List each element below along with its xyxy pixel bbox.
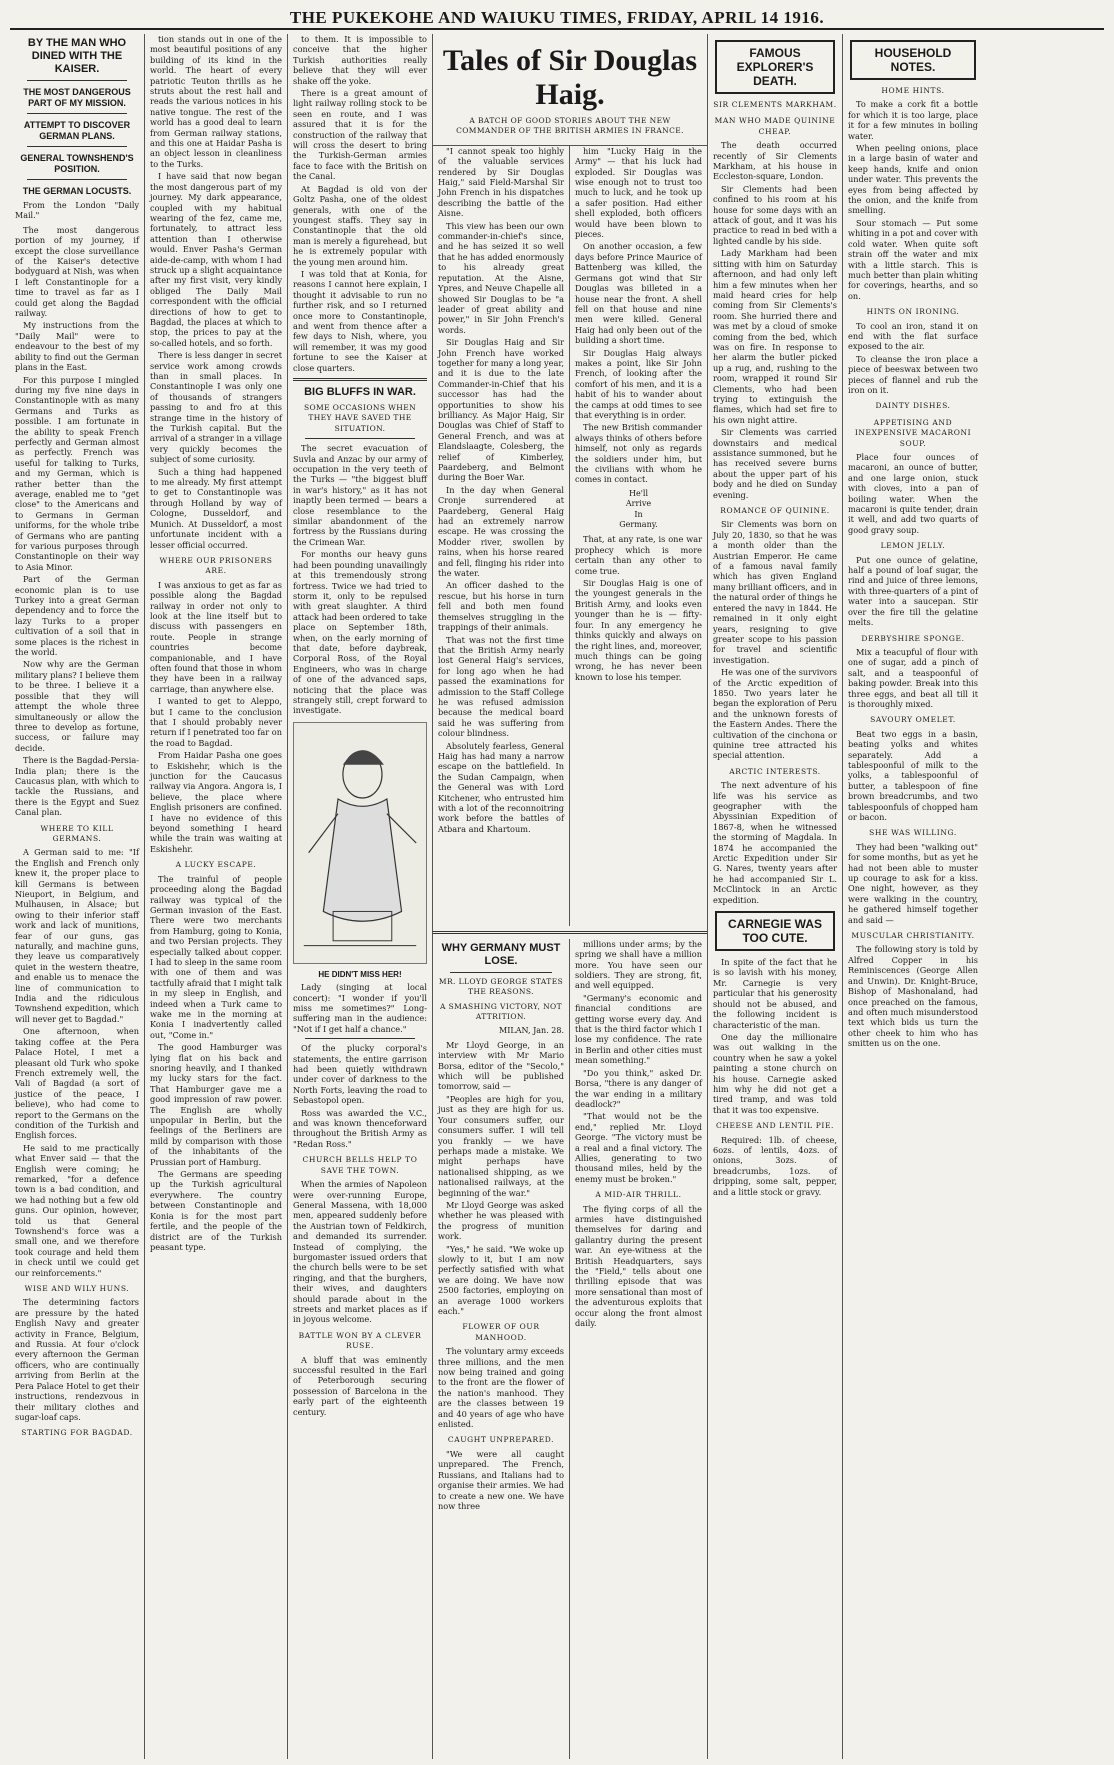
subhead: GENERAL TOWNSHEND'S POSITION. (20, 153, 134, 174)
paragraph: The trainful of people proceeding along the Bagdad railway was typical of the German invasion of the East. There were two merchants from Hamburg, going to Konia, and two Persian projects. They especially talked about copper. I had to sleep in the same room with one of them and was tactfully afraid that I might talk in my sleep in English, and indeed when a Turk came to wake me in the morning at Konia I inadvertently called out, "Come in." (150, 873, 282, 1040)
paragraph: The new British commander always thinks of others before himself, not only as regards the soldiers under him, but the civilians with whom he comes in contact. (575, 422, 702, 485)
paragraph: A German said to me: "If the English and French only knew it, the proper place to kill Germans is between Nieuport, in Belgium, and Mulhausen, in Alsace; but owing to their inferior staff work and lack of munitions, fear of our guns, gas naturally, and machine guns, they leave us comparatively quiet in the western theatre, and enable us to menace the line of communication to India and the ridiculous Townshend expedition, which will never get to Bagdad." (15, 847, 139, 1024)
paragraph: At Bagdad is old von der Goltz Pasha, one of the oldest generals, with one of the youngest staffs. They say in Constantinople that the old man is merely a figurehead, but he is extremely popular with the young men around him. (293, 183, 427, 267)
divider (305, 1038, 415, 1039)
paragraph: Put one ounce of gelatine, half a pound of loaf sugar, the rind and juice of three lemons, with three-quarters of a pint of water into a saucepan. Stir over the fire till the gelatine melts. (848, 554, 978, 628)
column-2 (145, 34, 288, 1759)
headline-germany-lose: WHY GERMANY MUST LOSE. (441, 941, 561, 967)
section-heading: SIR CLEMENTS MARKHAM. (713, 100, 837, 109)
boxed-headline (715, 40, 835, 94)
paragraph: Sir Douglas Haig always makes a point, like Sir John French, of looking after the comfort of his men, and it is a habit of his to wander about the camps at odd times to see that everything is in order. (575, 347, 702, 420)
paragraph: In the day when General Cronje surrendered at Paardeberg, General Haig had an extremely narrow escape. He was crossing the Modder river, swollen by rains, when his horse reared and fell, flinging his rider into the water. (438, 484, 564, 579)
tales-deck: A BATCH OF GOOD STORIES ABOUT THE NEW COMMANDER OF THE BRITISH ARMIES IN FRANCE. (456, 116, 684, 136)
paragraph: Beat two eggs in a basin, beating yolks and whites separately. Add a tablespoonful of milk to the yolks, a tablespoonful of butter, a tablespoon of fine brown breadcrumbs, and two tablespoonfuls of chopped ham or bacon. (848, 728, 978, 822)
section-heading: ROMANCE OF QUININE. (720, 506, 830, 516)
tales-left (433, 146, 570, 926)
paragraph: To make a cork fit a bottle for which it is too large, place it for a few minutes in boiling water. (848, 99, 978, 141)
paragraph: The determining factors are pressure by the hated English Navy and greater activity in France, Belgium, and Russia. At four o'clock every afternoon the German officers, who are continually arriving from Berlin at the Pera Palace Hotel to get their instructions, rendezvous in their military clothes and sugar-loaf caps. (15, 1297, 139, 1422)
paragraph: Such a thing had happened to me already. My first attempt to get to Constantinople was through Holland by way of Cologne, Dusseldorf, and Munich. At Dusseldorf, a most unfortunate incident with a lesser official occurred. (150, 466, 282, 550)
paragraph: Place four ounces of macaroni, an ounce of butter, and one large onion, stuck with cloves, into a pan of boiling water. When the macaroni is quite tender, drain it well, and add two quarts of good gravy soup. (848, 452, 978, 535)
paragraph: To cool an iron, stand it on end with the flat surface exposed to the air. (848, 320, 978, 352)
paragraph: "We were all caught unprepared. The French, Russians, and Italians had to organise their armies. We had to create a new one. We have now three (438, 1448, 564, 1511)
section-heading: MUSCULAR CHRISTIANITY. (851, 931, 975, 941)
paragraph: I was told that at Konia, for reasons I cannot here explain, I thought it advisable to run no further risk, and so I returned once more to Constantinople, and went from thence after a few days to Nish, where, you will remember, it was my good fortune to see the Kaiser at close quarters. (293, 268, 427, 373)
column-6 (708, 34, 843, 1759)
paragraph: Sir Clements was born on July 20, 1830, so that he was a month older than the Austrian Emperor. He came of a famous naval family which has given England many brilliant officers, and in the natural order of things he entered the navy in 1844. He remained in it only eight years, resigning to give greater scope to his passion for travel and scientific investigation. (713, 519, 837, 665)
paragraph: The following story is told by Alfred Copper in his Reminiscences (George Allen and Unwin). Dr. Knight-Bruce, Bishop of Mashonaland, had once preached on the famous, and often much misunderstood text which bids us turn the other cheek to him who has smitten us on the one. (848, 944, 978, 1049)
cartoon-caption: HE DIDN'T MISS HER! (318, 969, 402, 979)
section-heading: CHURCH BELLS HELP TO SAVE THE TOWN. (302, 1155, 418, 1175)
paragraph: The good Hamburger was lying flat on his back and snoring heavily, and I thanked my lucky stars for the fact. That Hamburger gave me a good impression of raw power. The English are wholly unpopular in Berlin, but the feelings of the Berliners are mild by comparison with those of the inhabitants of the Prussian port of Hamburg. (150, 1042, 282, 1167)
paragraph: Mix a teacupful of flour with one of sugar, add a pinch of salt, and a teaspoonful of baking powder. Break into this three eggs, and beat all till it is thoroughly mixed. (848, 646, 978, 709)
cartoon-illustration (293, 722, 427, 964)
paragraph: Lady Markham had been sitting with him on Saturday afternoon, and had only left him a few minutes when her maid heard cries for help coming from Sir Clements's room. She hurried there and was met by a cloud of smoke coming from the bed, which was on fire. In response to her alarm the butler picked up a rug, and, rushing to the room, wrapped it round Sir Clements, who had been trying to extinguish the flames, which had set fire to his own night attire. (713, 248, 837, 425)
paragraph: A bluff that was eminently successful resulted in the Earl of Peterborough securing possession of Barcelona in the early part of the eighteenth century. (293, 1354, 427, 1417)
divider (27, 80, 127, 81)
paragraph: Sir Douglas Haig is one of the youngest generals in the British Army, and looks even younger than he is — fifty-four. In any emergency he thinks quickly and always on the right lines, and, moreover, much things can be going wrong, he has never been known to lose his temper. (575, 578, 702, 682)
tales-body (433, 146, 707, 926)
paragraph: "Do you think," asked Dr. Borsa, "there is any danger of the war ending in a military deadlock?" (575, 1067, 702, 1109)
germany-lose-right (570, 939, 707, 1759)
divider (433, 931, 707, 934)
paragraph: The most dangerous portion of my journey, if except the close surveillance of the Kaiser's detective bodyguard at Nish, was when I left Constantinople for a time to travel as far as I could get along the Bagdad railway. (15, 224, 139, 319)
paragraph: Absolutely fearless, General Haig has had many a narrow escape on the battlefield. In the Sudan Campaign, when the General was with Lord Kitchener, who entrusted him with a lot of the reconnoitring work before the battles of Atbara and Khartoum. (438, 740, 564, 834)
section-heading: DAINTY DISHES. (875, 401, 951, 411)
paragraph: Sour stomach — Put some whiting in a pot and cover with cold water. When quite soft strain off the water and mix with a little starch. This is much better than plain whiting for coverings, hearths, and so on. (848, 217, 978, 301)
divider (293, 378, 427, 381)
tales-title: Tales of Sir Douglas Haig. (442, 44, 698, 111)
paragraph: tion stands out in one of the most beautiful positions of any building of its kind in the world. The heart of every patriotic Teuton thrills as he struts about the rest hall and reads the various notices in his native tongue. The rest of the world has a good deal to learn from German railway stations, and this one at Haidar Pasha is an object lesson in cleanliness to the Turks. (150, 34, 282, 169)
paragraph: That was not the first time that the British Army nearly lost General Haig's services, for long ago when he had passed the examinations for admission to the Staff College he was refused admission because the medical board said he was suffering from colour blindness. (438, 634, 564, 739)
paragraph: An officer dashed to the rescue, but his horse in turn fell and both men found themselves struggling in the trappings of their animals. (438, 580, 564, 633)
paragraph: The next adventure of his life was his service as geographer with the Abyssinian Expedition of 1867-8, when he witnessed the storming of Magdala. In 1874 he accompanied the Arctic Expedition under Sir G. Nares, twenty years after he had accompanied Sir L. McClintock in an Arctic expedition. (713, 780, 837, 905)
subhead: THE GERMAN LOCUSTS. (22, 186, 132, 196)
section-heading: STARTING FOR BAGDAD. (21, 1428, 133, 1438)
paragraph: From Haidar Pasha one goes to Eskishehr, which is the junction for the Caucasus railway via Angora. Angora is, I believe, the place where English prisoners are confined. I have no evidence of this beyond something I heard while the train was waiting at Eskishehr. (150, 750, 282, 854)
paragraph: Sir Clements had been confined to his room at his house for some days with an attack of gout, and it was his practice to read in bed with a lighted candle by his side. (713, 183, 837, 246)
paragraph: This view has been our own commander-in-chief's since, and he has seized it so well that he has added enormously to his already great reputation. At the Aisne, Ypres, and Neuve Chapelle all showed Sir Douglas to be "a leader of great ability and power," in Sir John French's words. (438, 220, 564, 335)
divider (27, 113, 127, 114)
deck: A SMASHING VICTORY, NOT ATTRITION. (440, 1001, 562, 1022)
paragraph: Sir Douglas Haig and Sir John French have worked together for many a long year, and it is due to the late Commander-in-Chief that his successor has had the opportunities to show his brilliancy. As Major Haig, Sir Douglas was Chief of Staff to General French, and was at Elandslaagte, Colesberg, the relief of Kimberley, Paardeberg, and Belmont during the Boer War. (438, 337, 564, 483)
section-heading: WHERE TO KILL GERMANS. (40, 823, 114, 843)
section-heading: CAUGHT UNPREPARED. (447, 1435, 555, 1445)
divider (450, 972, 552, 973)
column-7 (843, 34, 983, 1759)
germany-lose-body (433, 939, 707, 1759)
paragraph: The voluntary army exceeds three millions, and the men now being trained and going to the front are the flower of the nation's manhood. They are the classes between 19 and 40 years of age who have enlisted. (438, 1346, 564, 1430)
paragraph: "Peoples are high for you, just as they are high for us. Your consumers suffer, our consumers suffer. I will tell you frankly — we have perhaps made a mistake. We might perhaps have nationalised shipping, as we nationalised railways, at the beginning of the war." (438, 1093, 564, 1198)
column-3 (288, 34, 433, 1759)
paragraph: One day the millionaire was out walking in the country when he saw a yokel painting a stone church on his house. Carnegie asked him why he did not get a tired tramp, and was told that it was too expensive. (713, 1031, 837, 1115)
divider (305, 438, 415, 439)
paragraph: to them. It is impossible to conceive that the higher Turkish authorities really believe that they will ever shake off the yoke. (293, 34, 427, 86)
paragraph: There is less danger in secret service work among crowds than in small places. In Constantinople I was only one of thousands of strangers passing to and fro at this strange time in the history of the Turkish capital. But the arrival of a stranger in a village very quickly becomes the subject of some curiosity. (150, 350, 282, 465)
section-heading: DERBYSHIRE SPONGE. (861, 633, 965, 643)
boxed-headline (850, 40, 976, 80)
section-heading: FLOWER OF OUR MANHOOD. (462, 1322, 540, 1342)
paragraph: The flying corps of all the armies have distinguished themselves for daring and gallantry during the present war. An eye-witness at the British Headquarters, says the "Field," tells about one thrilling episode that was more sensational than most of the adventurous exploits that occur along the front almost daily. (575, 1203, 702, 1329)
section-heading: A LUCKY ESCAPE. (175, 860, 257, 870)
paragraph: I have said that now began the most dangerous part of my journey. My dark appearance, coupled with my habitual wearing of the fez, came me, fortunately, to attract less attention than I otherwise would. Enver Pasha's German aide-de-camp, with whom I had struck up a slight acquaintance after my first visit, very kindly obliged The Daily Mail correspondent with the official directions of how to get to Bagdad, the places at which to stop, the prices to pay at the so-called hotels, and so forth. (150, 171, 282, 348)
column-4-5 (433, 34, 708, 1759)
divider (27, 146, 127, 147)
masthead-title: THE PUKEKOHE AND WAIUKU TIMES, FRIDAY, APRIL 14 1916. (289, 8, 825, 27)
paragraph: Required: 1lb. of cheese, 6ozs. of lentils, 4ozs. of onions, 3ozs. of breadcrumbs, 1ozs. of dripping, some salt, pepper, and a little stock or gravy. (713, 1134, 837, 1197)
headline-household-notes: HOUSEHOLD NOTES. (874, 46, 952, 74)
deck: MR. LLOYD GEORGE STATES THE REASONS. (438, 976, 564, 997)
section-heading: CHEESE AND LENTIL PIE. (715, 1121, 835, 1131)
paragraph: In spite of the fact that he is so lavish with his money, Mr. Carnegie is very particular that his generosity should not be abused, and the following incident is characteristic of the man. (713, 957, 837, 1030)
paragraph: Mr Lloyd George, in an interview with Mr Mario Borsa, editor of the "Secolo," which will be published tomorrow, said — (438, 1039, 564, 1092)
paragraph: That, at any rate, is one war prophecy which is more certain than any other to come true. (575, 534, 702, 576)
section-heading: WHERE OUR PRISONERS ARE. (159, 555, 273, 576)
poem-line: Germany. (619, 520, 658, 530)
tales-header (433, 44, 707, 146)
paragraph: One afternoon, when taking coffee at the Pera Palace Hotel, I met a pleasant old Turk who spoke French extremely well, the Vali of Bagdad (a sort of justice of the peace, I believe), who had come to report to the Germans on the condition of the Turkish and English forces. (15, 1026, 139, 1141)
paragraph: "Yes," he said. "We woke up slowly to it, but I am now perfectly satisfied with what we are doing. We have now 2500 factories, employing on an average 1000 workers each." (438, 1243, 564, 1316)
paragraph: Mr Lloyd George was asked whether he was pleased with the progress of munition work. (438, 1199, 564, 1242)
subhead: THE MOST DANGEROUS PART OF MY MISSION. (23, 87, 131, 108)
paragraph: Now why are the German military plans? I believe them to be three. I believe it a possible that they will attempt the whole three simultaneously or allow the three to develop as fortune, success, or failure may decide. (15, 659, 139, 753)
paragraph: For months our heavy guns had been pounding unavailingly at this tremendously strong fortress. Twice we had tried to storm it, only to be repulsed with great slaughter. A third attack had been ordered to take place on September 18th, when, on the early morning of that date, before daybreak, Corporal Ross, of the Royal Engineers, who was in charge of one of the advanced saps, noticing that the place was strangely still, crept forward to investigate. (293, 549, 427, 716)
paragraph: To cleanse the iron place a piece of beeswax between two pieces of flannel and rub the iron on it. (848, 353, 978, 395)
headline-explorer-death: FAMOUS EXPLORER'S DEATH. (736, 46, 814, 88)
section-heading: ARCTIC INTERESTS. (729, 766, 821, 776)
masthead (10, 8, 1104, 30)
paragraph: He said to me practically what Enver said — that the English were coming; he remarked, "for a defence town is a bad condition, and we had nothing but a few old guns. Our opinion, however, told us that General Townshend's force was a small one, and we therefore took courage and held them in check until we could get our reinforcements." (15, 1142, 139, 1278)
headline-big-bluffs: BIG BLUFFS IN WAR. (304, 386, 416, 398)
paragraph: Sir Clements was carried downstairs and medical assistance summoned, but he has received severe burns about the upper part of his body and he died on Sunday evening. (713, 427, 837, 500)
section-heading: SHE WAS WILLING. (869, 828, 957, 838)
section-heading: SAVOURY OMELET. (870, 715, 956, 725)
divider (27, 179, 127, 180)
paragraph: On another occasion, a few days before Prince Maurice of Battenberg was killed, the Germans got wind that Sir Douglas was billeted in a house near the front. A shell fell on that house and nine men were killed. General Haig had only been out of the building a short time. (575, 241, 702, 346)
section-heading: HOME HINTS. (881, 86, 945, 95)
paragraph: I was anxious to get as far as possible along the Bagdad railway in order not only to look at the line itself but to discuss with passengers en route. People in strange countries become companionable, and I have often found that those in whom they have been in a railway carriage, than anywhere else. (150, 579, 282, 694)
tales-right (570, 146, 707, 926)
subhead: ATTEMPT TO DISCOVER GERMAN PLANS. (23, 120, 131, 141)
paragraph: My instructions from the "Daily Mail" were to endeavour to the best of my ability to find out the German plans in the East. (15, 320, 139, 373)
poem-line: He'll (628, 488, 649, 498)
poem-line: In (634, 509, 643, 519)
section-heading: BATTLE WON BY A CLEVER RUSE. (298, 1330, 422, 1351)
paragraph: him "Lucky Haig in the Army" — that his luck had exploded. Sir Douglas was wise enough not to trust too much to luck, and he took up a safer position. Had either shell exploded, both officers would have been blown to pieces. (575, 145, 702, 240)
paragraph: Ross was awarded the V.C., and was known thenceforward throughout the British Army as "Redan Ross." (293, 1107, 427, 1149)
paragraph: Of the plucky corporal's statements, the entire garrison had been quietly withdrawn under cover of darkness to the North Forts, leaving the road to Sebastopol open. (293, 1043, 427, 1106)
cartoon-dialogue: Lady (singing at local concert): "I wonder if you'll miss me sometimes?" Long-suffering man in the audience: "Not if I get half a chance." (293, 982, 427, 1034)
columns (10, 34, 1104, 1759)
paragraph: When the armies of Napoleon were over-running Europe, General Massena, with 18,000 men, appeared suddenly before the Austrian town of Feldkirch, and demanded its surrender. Instead of complying, the burgomaster issued orders that the church bells were to be set ringing, and that the burghers, their wives, and daughters should parade about in the streets and market places as if in joyous welcome. (293, 1179, 427, 1325)
paragraph: "That would not be the end," replied Mr. Lloyd George. "The victory must be a real and a final victory. The Allies, generating to two thousand miles, held by the enemy must be broken." (575, 1111, 702, 1184)
paragraph: There is a great amount of light railway rolling stock to be seen en route, and I was assured that it is for the construction of the railway that will cross the desert to bring the Turkish-German armies face to face with the British on the Canal. (293, 88, 427, 182)
paragraph: The Germans are speeding up the Turkish agricultural everywhere. The country between Constantinople and Konia is for the most part fertile, and the people of the district are of the Turkish peasant type. (150, 1169, 282, 1252)
paragraph: "Germany's economic and financial conditions are getting worse every day. And that is the third factor which I lose my confidence. The rate in Berlin and other cities must mean something." (575, 992, 702, 1066)
section-heading: HINTS ON IRONING. (866, 307, 960, 317)
paragraph: millions under arms; by the spring we shall have a million more. You have seen our soldiers. They are strong, fit, and well equipped. (575, 938, 702, 991)
headline-carnegie: CARNEGIE WAS TOO CUTE. (727, 917, 822, 946)
headline-dined-kaiser: BY THE MAN WHO DINED WITH THE KAISER. (27, 37, 127, 75)
paragraph: The secret evacuation of Suvla and Anzac by our army of occupation in the very teeth of the Turks — "the biggest bluff in war's history," as it has not inaptly been termed — bears a close resemblance to the similar abandonment of the fortress by the Russians during the Crimean War. (293, 443, 427, 547)
column-1 (10, 34, 145, 1759)
paragraph: They had been "walking out" for some months, but as yet he had not been able to muster up courage to ask for a kiss. One night, however, as they were walking in the country, he gathered himself together and said — (848, 841, 978, 925)
section-heading: A MID-AIR THRILL. (595, 1190, 682, 1200)
poem (575, 489, 702, 531)
paragraph: Part of the German economic plan is to use Turkey into a great German dependency and to force the lazy Turks to a proper cultivation of a soil that in some places is the richest in the world. (15, 574, 139, 658)
paragraph: For this purpose I mingled during my five nine days in Constantinople with as many Germans and Turks as possible. I am fortunate in the ability to speak French perfectly and German almost as perfectly. French was useful for talking to Turks, and my German, which is rather better than the average, enabled me to "get close" to the Americans and to Germans in German uniforms, for the whole tribe of Germans who are panting for various purposes through Constantinople on their way to Asia Minor. (15, 374, 139, 572)
section-heading: MAN WHO MADE QUININE CHEAP. (714, 116, 836, 136)
paragraph: There is the Bagdad-Persia-India plan; there is the Caucasus plan, with which to tackle the Russians, and there is the Egypt and Suez Canal plan. (15, 755, 139, 818)
cartoon-drawing (294, 723, 426, 963)
paragraph: "I cannot speak too highly of the valuable services rendered by Sir Douglas Haig," said Field-Marshal Sir John French in his dispatches describing the battle of the Aisne. (438, 145, 564, 219)
paragraph: I wanted to get to Aleppo, but I came to the conclusion that I should probably never return if I penetrated too far on the road to Bagdad. (150, 696, 282, 748)
section-heading: LEMON JELLY. (880, 541, 946, 551)
paragraph: When peeling onions, place in a large basin of water and keep hands, knife and onion under water. This prevents the eyes from being affected by the onion, and the knife from smelling. (848, 143, 978, 216)
boxed-headline (715, 911, 835, 951)
poem-line: Arrive (625, 499, 652, 509)
dateline: MILAN, Jan. 28. (499, 1026, 564, 1036)
paragraph: He was one of the survivors of the Arctic expedition of 1850. Two years later he began the exploration of Peru and the unknown forests of the Eastern Andes. There the cultivation of the cinchona or quinine tree attracted his special attention. (713, 667, 837, 761)
source-line: From the London "Daily Mail." (15, 201, 139, 221)
deck: SOME OCCASIONS WHEN THEY HAVE SAVED THE SITUATION. (303, 403, 417, 433)
section-heading: APPETISING AND INEXPENSIVE MACARONI SOUP. (854, 417, 972, 448)
germany-lose-left (433, 939, 570, 1759)
section-heading: WISE AND WILY HUNS. (24, 1284, 130, 1294)
paragraph: The death occurred recently of Sir Clements Markham, at his house in Eccleston-square, London. (713, 140, 837, 182)
